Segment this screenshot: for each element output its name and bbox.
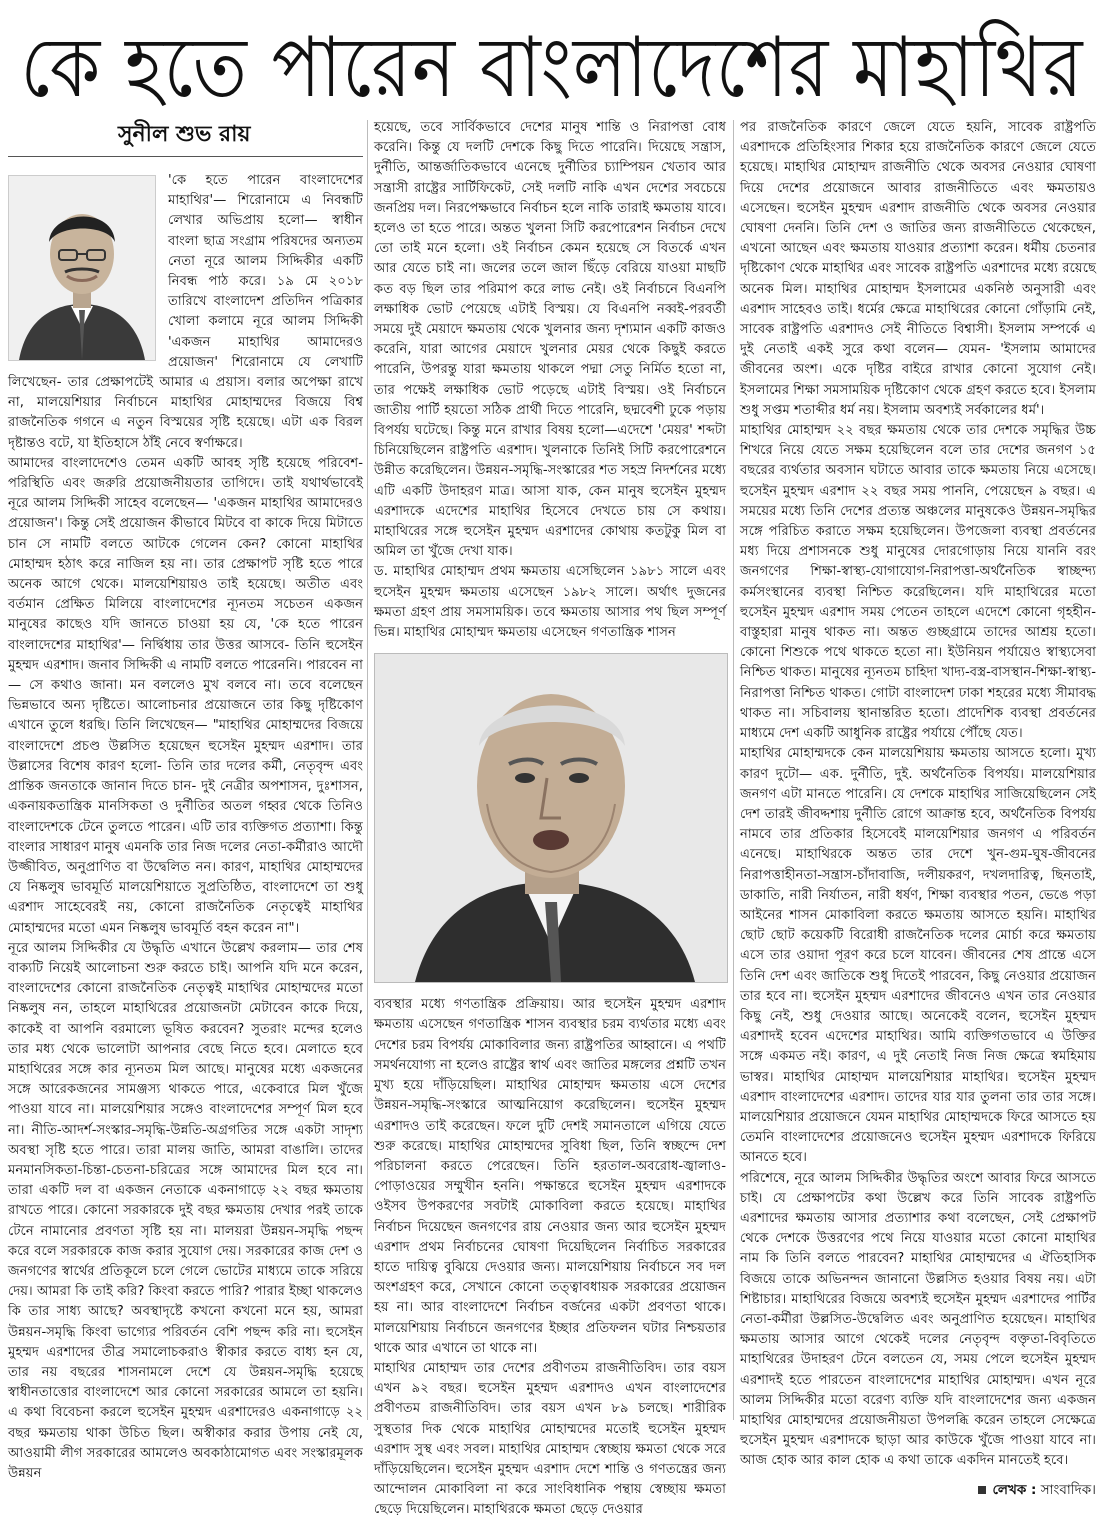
author-photo: [8, 175, 156, 361]
paragraph: পর রাজনৈতিক কারণে জেলে যেতে হয়নি, সাবেক রাষ্ট্রপতি এরশাদকে প্রতিহিংসার শিকার হয়ে রাজনৈতিক কারণে জেলে যেতে হয়েছে। মাহাথির মোহাম্মদ রাজনীতি থেকে অবসর নেওয়ার ঘোষণা দিয়ে দেশের প্রয়োজনে আবার রাজনীতিতে এবং ক্ষমতায়ও এসেছেন। হুসেইন মুহম্মদ এরশাদ রাজনীতি থেকে অবসর নেওয়ার ঘোষণা দেননি। তিনি দেশ ও জাতির জন্য রাজনীতিতে থেকেছেন, এখনো আছেন এবং ক্ষমতায় যাওয়ার প্রত্যাশা করেন। ধর্মীয় চেতনার দৃষ্টিকোণ থেকে মাহাথির এবং সাবেক রাষ্ট্রপতি এরশাদের মধ্যে রয়েছে অনেক মিল। মাহাথির মোহাম্মদ ইসলামের একনিষ্ঠ অনুসারী এবং এরশাদ সাহেবও তাই। ধর্মের ক্ষেত্রে মাহাথিরের কোনো গোঁড়ামি নেই, সাবেক রাষ্ট্রপতি এরশাদও সেই নীতিতে বিশ্বাসী। ইসলাম সম্পর্কে এ দুই নেতাই একই সুরে কথা বলেন— যেমন- 'ইসলাম আমাদের জীবনের অংশ। একে দৃষ্টির বাইরে রাখার কোনো সুযোগ নেই। ইসলামের শিক্ষা সমসাময়িক দৃষ্টিকোণ থেকে গ্রহণ করতে হবে। ইসলাম শুধু সপ্তম শতাব্দীর ধর্ম নয়। ইসলাম অবশ্যই সর্বকালের ধর্ম'।: [740, 120, 1097, 418]
author-credit: [740, 1480, 1096, 1500]
paragraph: নূরে আলম সিদ্দিকীর যে উদ্ধৃতি এখানে উল্লেখ করলাম— তার শেষ বাক্যটি নিয়েই আলোচনা শুরু করতে চাই। আপনি যদি মনে করেন, বাংলাদেশের কোনো রাজনৈতিক নেতৃত্বই মাহাথির মোহাম্মদের মতো নিষ্কলুষ নন, তাহলে মাহাথিরের প্রয়োজনটা মেটাবেন কাকে দিয়ে, কাকেই বা আপনি বরমাল্যে ভূষিত করবেন? সুতরাং মন্দের হলেও তার মধ্য থেকে ভালোটা আপনার বেছে নিতে হবে। মেলাতে হবে মাহাথিরের সঙ্গে কার ন্যূনতম মিল আছে। মানুষের মধ্যে একজনের সঙ্গে আরেকজনের সামঞ্জস্য থাকতে পারে, একেবারে মিল খুঁজে পাওয়া যাবে না। মালয়েশিয়ার সঙ্গেও বাংলাদেশের সম্পূর্ণ মিল হবে না। নীতি-আদর্শ-সংস্কার-সমৃদ্ধি-উন্নতি-অগ্রগতির সঙ্গে একটা সাদৃশ্য অবস্থা সৃষ্টি হতে পারে। তারা মালয় জাতি, আমরা বাঙালি। তাদের মনমানসিকতা-চিন্তা-চেতনা-চরিত্রের সঙ্গে আমাদের মিল হবে না। তারা একটি দল বা একজন নেতাকে একনাগাড়ে ২২ বছর ক্ষমতায় রাখতে পারে। কোনো সরকারকে দুই বছর ক্ষমতায় দেখার পরই তাকে টেনে নামানোর প্রবণতা সৃষ্টি হয় না। মালয়রা উন্নয়ন-সমৃদ্ধি পছন্দ করে বলে সরকারকে কাজ করার সুযোগ দেয়। সরকারের কাজ দেশ ও জনগণের স্বার্থের প্রতিকূলে চলে গেলে ভোটের মাধ্যমে তাকে সরিয়ে দেয়। আমরা কি তাই করি? কিংবা করতে পারি? পারার ইচ্ছা থাকলেও কি তার সাধ্য আছে? অবস্থাদৃষ্টে কখনো কখনো মনে হয়, আমরা উন্নয়ন-সমৃদ্ধি কিংবা ভাগ্যের পরিবর্তন বেশি পছন্দ করি না। হুসেইন মুহম্মদ এরশাদের তীব্র সমালোচকরাও স্বীকার করতে বাধ্য হন যে, তার নয় বছরের শাসনামলে দেশে যে উন্নয়ন-সমৃদ্ধি হয়েছে স্বাধীনতাত্তোর বাংলাদেশে আর কোনো সরকারের আমলে তা হয়নি। এ কথা বিবেচনা করলে হুসেইন মুহম্মদ এরশাদেরও একনাগাড়ে ২২ বছর ক্ষমতায় থাকা উচিত ছিল। অস্বীকার করার উপায় নেই যে, আওয়ামী লীগ সরকারের আমলেও অবকাঠামোগত এবং সংস্কারমূলক উন্নয়ন: [8, 940, 363, 1481]
paragraph: ড. মাহাথির মোহাম্মদ প্রথম ক্ষমতায় এসেছিলেন ১৯৮১ সালে এবং হুসেইন মুহম্মদ ক্ষমতায় এসেছেন ১৯৮২ সালে। অর্থাৎ দুজনের ক্ষমতা গ্রহণ প্রায় সমসাময়িক। তবে ক্ষমতায় আসার পথ ছিল সম্পূর্ণ ভিন্ন। মাহাথির মোহাম্মদ ক্ষমতায় এসেছেন গণতান্ত্রিক শাসন: [374, 564, 726, 641]
credit-label: লেখক :: [992, 1481, 1037, 1498]
column-rule: [367, 120, 368, 1420]
man-portrait-icon: [9, 176, 155, 360]
byline-rule: [8, 156, 363, 157]
paragraph: আমাদের বাংলাদেশেও তেমন একটি আবহ সৃষ্টি হয়েছে পরিবেশ-পরিস্থিতি এবং জরুরি প্রয়োজনীয়তার তাগিদে। তাই যথার্থভাবেই নূরে আলম সিদ্দিকী সাহেব বলেছেন— 'একজন মাহাথির আমাদেরও প্রয়োজন'। কিন্তু সেই প্রয়োজন কীভাবে মিটবে বা কাকে দিয়ে মিটাতে চান সে নামটি বলতে আটকে গেলেন কেন? কোনো মাহাথির মোহাম্মদ হঠাৎ করে নাজিল হয় না। তার প্রেক্ষাপট সৃষ্টি হতে পারে অনেক আগে থেকে। মালয়েশিয়ায়ও তাই হয়েছে। অতীত এবং বর্তমান প্রেক্ষিত মিলিয়ে বাংলাদেশের ন্যূনতম সচেতন একজন মানুষের কাছেও যদি জানতে চাওয়া হয় যে, 'কে হতে পারেন বাংলাদেশের মাহাথির'— নির্দ্বিধায় তার উত্তর আসবে- তিনি হুসেইন মুহম্মদ এরশাদ। জনাব সিদ্দিকী এ নামটি বলতে পারেননি। পারবেন না— সে কথাও জানা। মন বললেও মুখ বলবে না। তবে বলেছেন ভিন্নভাবে অন্য দৃষ্টিতে। আলোচনার প্রয়োজনে তার কিছু দৃষ্টিকোণ এখানে তুলে ধরছি। তিনি লিখেছেন— "মাহাথির মোহাম্মদের বিজয়ে বাংলাদেশে প্রচণ্ড উল্লসিত হয়েছেন হুসেইন মুহম্মদ এরশাদ। তার উল্লাসের বিশেষ কারণ হলো- তিনি তার দলের কর্মী, নেতৃবৃন্দ এবং প্রান্তিক জনতাকে জানান দিতে চান- দুই নেত্রীর অপশাসন, দুঃশাসন, একনায়কতান্ত্রিক মানসিকতা ও দুর্নীতির অতল গহ্বর থেকে তিনিও বাংলাদেশকে টেনে তুলতে পারেন। এটি তার ব্যক্তিগত প্রত্যাশা। কিন্তু বাংলার সাধারণ মানুষ এমনকি তার নিজ দলের নেতা-কর্মীরাও আদৌ উজ্জীবিত, অনুপ্রাণিত বা উদ্বেলিত নন। কারণ, মাহাথির মোহাম্মদের যে নিষ্কলুষ ভাবমূর্তি মালয়েশিয়াতে সুপ্রতিষ্ঠিত, বাংলাদেশে তা শুধু এরশাদ সাহেবেরই নয়, কোনো রাজনৈতিক নেতৃত্বেই মাহাথির মোহাম্মদের মতো এমন নিষ্কলুষ ভাবমূর্তি বহন করেন না"।: [8, 455, 363, 936]
paragraph: 'কে হতে পারেন বাংলাদেশের মাহাথির'— শিরোনামে এ নিবন্ধটি লেখার অভিপ্রায় হলো— স্বাধীন বাংলা ছাত্র সংগ্রাম পরিষদের অন্যতম নেতা নূরে আলম সিদ্দিকীর একটি নিবন্ধ পাঠ করে। ১৯ মে ২০১৮ তারিখে বাংলাদেশ প্রতিদিন পত্রিকার খোলা কলামে নূরে আলম সিদ্দিকী 'একজন মাহাথির আমাদেরও প্রয়োজন' শিরোনামে যে লেখাটি লিখেছেন- তার প্রেক্ষাপটেই আমার এ প্রয়াস। বলার অপেক্ষা রাখে না, মালয়েশিয়ার নির্বাচনে মাহাথির মোহাম্মদের বিজয়ে বিশ্ব রাজনৈতিক গগনে এ নতুন বিস্ময়ের সৃষ্টি হয়েছে। এটা এক বিরল দৃষ্টান্তও বটে, যা ইতিহাসে ঠাঁই নেবে স্বর্ণাক্ষরে।: [8, 173, 363, 451]
mahathir-portrait-icon: [375, 654, 727, 982]
paragraph: মাহাথির মোহাম্মদ তার দেশের প্রবীণতম রাজনীতিবিদ। তার বয়স এখন ৯২ বছর। হুসেইন মুহম্মদ এরশাদও এখন বাংলাদেশের প্রবীণতম রাজনীতিবিদ। তার বয়স এখন ৮৯ চলছে। শারীরিক সুস্থতার দিক থেকে মাহাথির মোহাম্মদের মতোই হুসেইন মুহম্মদ এরশাদ সুস্থ এবং সবল। মাহাথির মোহাম্মদ স্বেচ্ছায় ক্ষমতা থেকে সরে দাঁড়িয়েছিলেন। হুসেইন মুহম্মদ এরশাদ দেশে শান্তি ও গণতন্ত্রের জন্য আন্দোলন মোকাবিলা না করে সাংবিধানিক পন্থায় স্বেচ্ছায় ক্ষমতা ছেড়ে দিয়েছিলেন। মাহাথিরকে ক্ষমতা ছেড়ে দেওয়ার: [374, 1360, 726, 1518]
credit-value: সাংবাদিক।: [1040, 1481, 1096, 1498]
paragraph: ব্যবস্থার মধ্যে গণতান্ত্রিক প্রক্রিয়ায়। আর হুসেইন মুহম্মদ এরশাদ ক্ষমতায় এসেছেন গণতান্ত্রিক শাসন ব্যবস্থার চরম ব্যর্থতার মধ্যে এবং দেশের চরম বিপর্যয় মোকাবিলার জন্য রাষ্ট্রপতির আহ্বানে। এ পথটি সমর্থনযোগ্য না হলেও রাষ্ট্রের স্বার্থ এবং জাতির মঙ্গলের প্রশ্নটি তখন মুখ্য হয়ে দাঁড়িয়েছিল। মাহাথির মোহাম্মদ ক্ষমতায় এসে দেশের উন্নয়ন-সমৃদ্ধি-সংস্কারে আত্মনিয়োগ করেছিলেন। হুসেইন মুহম্মদ এরশাদও তাই করেছেন। ফলে দুটি দেশই সমানতালে এগিয়ে যেতে শুরু করেছে। মাহাথির মোহাম্মদের সুবিধা ছিল, তিনি স্বচ্ছন্দে দেশ পরিচালনা করতে পেরেছেন। তিনি হরতাল-অবরোধ-জ্বালাও-পোড়াওয়ের সম্মুখীন হননি। পক্ষান্তরে হুসেইন মুহম্মদ এরশাদকে ওইসব উপকরণের সবটাই মোকাবিলা করতে হয়েছে। মাহাথির নির্বাচন দিয়েছেন জনগণের রায় নেওয়ার জন্য আর হুসেইন মুহম্মদ এরশাদ প্রথম নির্বাচনের ঘোষণা দিয়েছিলেন নির্বাচিত সরকারের হাতে দায়িত্ব বুঝিয়ে দেওয়ার জন্য। মালয়েশিয়ায় নির্বাচনে সব দল অংশগ্রহণ করে, সেখানে কোনো তত্ত্বাবধায়ক সরকারের প্রয়োজন হয় না। আর বাংলাদেশে নির্বাচন বর্জনের একটা প্রবণতা থাকে। মালয়েশিয়ায় নির্বাচনে জনগণের ইচ্ছার প্রতিফলন ঘটার নিশ্চয়তার থাকে আর এখানে তা থাকে না।: [374, 997, 726, 1356]
article-column-3: [740, 118, 1097, 1498]
column-rule: [733, 120, 734, 1420]
headline: কে হতে পারেন বাংলাদেশের মাহাথির: [20, 18, 1084, 116]
byline: সুনীল শুভ রায়: [118, 121, 251, 147]
paragraph: হয়েছে, তবে সার্বিকভাবে দেশের মানুষ শান্তি ও নিরাপত্তা বোধ করেনি। কিন্তু যে দলটি দেশকে কিছু দিতে পারেনি। দিয়েছে সন্ত্রাস, দুর্নীতি, আন্তর্জাতিকভাবে এনেছে দুর্নীতির চ্যাম্পিয়ন খেতাব আর সন্ত্রাসী রাষ্ট্রের সার্টিফিকেট, সেই দলটি নাকি এখন দেশের সবচেয়ে জনপ্রিয় দল। নিরপেক্ষভাবে নির্বাচন হলে নাকি তারাই ক্ষমতায় যাবে। হলেও তা হতে পারে। অন্তত খুলনা সিটি করপোরেশন নির্বাচন দেখে তো তাই মনে হলো। ওই নির্বাচন কেমন হয়েছে সে বিতর্কে এখন আর যেতে চাই না। জলের তলে জাল ছিঁড়ে বেরিয়ে যাওয়া মাছটি কত বড় ছিল তার পরিমাপ করে লাভ নেই। ওই নির্বাচনে বিএনপি লক্ষাধিক ভোট পেয়েছে এটাই বিস্ময়। যে বিএনপি নব্বই-পরবর্তী সময়ে দুই মেয়াদে ক্ষমতায় থেকে খুলনার জন্য দৃশ্যমান একটি কাজও করেনি, যারা আগের মেয়াদে খুলনার মেয়র থেকে কিছুই করতে পারেনি, উপরন্তু যারা ক্ষমতায় থাকলে পদ্মা সেতু নির্মিত হতো না, তার পক্ষেই লক্ষাধিক ভোট পড়েছে এটাই বিস্ময়। ওই নির্বাচনে জাতীয় পার্টি হয়তো সঠিক প্রার্থী দিতে পারেনি, ছদ্মবেশী ঢুকে পড়ায় বিপর্যয় ঘটেছে। কিন্তু মনে রাখার বিষয় হলো—এদেশে 'মেয়র' শব্দটা চিনিয়েছিলেন রাষ্ট্রপতি এরশাদ। খুলনাকে তিনিই সিটি করপোরেশনে উন্নীত করেছিলেন। উন্নয়ন-সমৃদ্ধি-সংস্কারের শত সহস্র নিদর্শনের মধ্যে এটি একটি উদাহরণ মাত্র। আসা যাক, কেন মানুষ হুসেইন মুহম্মদ এরশাদকে এদেশের মাহাথির হিসেবে দেখতে চায় সে কথায়। মাহাথিরের সঙ্গে হুসেইন মুহম্মদ এরশাদের কোথায় কতটুকু মিল বা অমিল তা খুঁজে দেখা যাক।: [374, 120, 726, 560]
article-column-1: [8, 118, 363, 1481]
article-column-2: [374, 118, 726, 1518]
paragraph: মাহাথির মোহাম্মদকে কেন মালয়েশিয়ায় ক্ষমতায় আসতে হলো। মুখ্য কারণ দুটো— এক. দুর্নীতি, দুই. অর্থনৈতিক বিপর্যয়। মালয়েশিয়ার জনগণ এটা মানতে পারেনি। যে দেশকে মাহাথির সাজিয়েছিলেন সেই দেশ তারই জীবদ্দশায় দুর্নীতি রোগে আক্রান্ত হবে, অর্থনৈতিক বিপর্যয় নামবে তার প্রতিকার হিসেবেই মালয়েশিয়ার জনগণ এ পরিবর্তন এনেছে। মাহাথিরকে অন্তত তার দেশে খুন-গুম-ঘুষ-জীবনের নিরাপত্তাহীনতা-সন্ত্রাস-চাঁদাবাজি, দলীয়করণ, দখলদারিত্ব, ছিনতাই, ডাকাতি, নারী নির্যাতন, নারী ধর্ষণ, শিক্ষা ব্যবস্থার পতন, ভেঙে পড়া আইনের শাসন মোকাবিলা করতে ক্ষমতায় আসতে হয়নি। মাহাথির ছোট ছোট কয়েকটি বিরোধী রাজনৈতিক দলের মোর্চা করে ক্ষমতায় এসে তার ওয়াদা পূরণ করে চলে যাবেন। জীবনের শেষ প্রান্তে এসে তিনি দেশ এবং জাতিকে শুধু দিতেই পারবেন, কিছু নেওয়ার প্রয়োজন তার হবে না। হুসেইন মুহম্মদ এরশাদের জীবনেও এখন তার নেওয়ার কিছু নেই, শুধু দেওয়ার আছে। অনেকেই বলেন, হুসেইন মুহম্মদ এরশাদই হবেন এদেশের মাহাথির। আমি ব্যক্তিগতভাবে এ উক্তির সঙ্গে একমত নই। কারণ, এ দুই নেতাই নিজ নিজ ক্ষেত্রে স্বমহিমায় ভাস্বর। মাহাথির মোহাম্মদ মালয়েশিয়ার মাহাথির। হুসেইন মুহম্মদ এরশাদ বাংলাদেশের এরশাদ। তাদের যার যার তুলনা তার তার সঙ্গে। মালয়েশিয়ার প্রয়োজনে যেমন মাহাথির মোহাম্মদকে ফিরে আসতে হয় তেমনি বাংলাদেশের প্রয়োজনেও হুসেইন মুহম্মদ এরশাদকে ফিরিয়ে আনতে হবে।: [740, 746, 1096, 1166]
paragraph: পরিশেষে, নূরে আলম সিদ্দিকীর উদ্ধৃতির অংশে আবার ফিরে আসতে চাই। যে প্রেক্ষাপটের কথা উল্লেখ করে তিনি সাবেক রাষ্ট্রপতি এরশাদের ক্ষমতায় আসার প্রত্যাশার কথা বলেছেন, সেই প্রেক্ষাপট থেকে দেশকে উত্তরণের পথে নিয়ে যাওয়ার মতো কোনো মাহাথির নাম কি তিনি বলতে পারবেন? মাহাথির মোহাম্মদের এ ঐতিহাসিক বিজয়ে তাকে অভিনন্দন জানানো উল্লসিত হওয়ার বিষয় নয়। এটা শিষ্টাচার। মাহাথিরের বিজয়ে অবশ্যই হুসেইন মুহম্মদ এরশাদের পার্টির নেতা-কর্মীরা উল্লসিত-উদ্বেলিত এবং অনুপ্রাণিত হয়েছেন। মাহাথির ক্ষমতায় আসার আগে থেকেই দলের নেতৃবৃন্দ বক্তৃতা-বিবৃতিতে মাহাথিরের উদাহরণ টেনে বলতেন যে, সময় পেলে হুসেইন মুহম্মদ এরশাদই হতে পারতেন বাংলাদেশের মাহাথির মোহাম্মদ। এখন নূরে আলম সিদ্দিকীর মতো বরেণ্য ব্যক্তি যদি বাংলাদেশের জন্য একজন মাহাথির মোহাম্মদের প্রয়োজনীয়তা উপলব্ধি করেন তাহলে সেক্ষেত্রে হুসেইন মুহম্মদ এরশাদকে ছাড়া আর কাউকে খুঁজে পাওয়া যাবে না। আজ হোক আর কাল হোক এ কথা তাকে একদিন মানতেই হবে।: [740, 1170, 1096, 1469]
square-bullet-icon: [978, 1486, 986, 1494]
mahathir-photo: [374, 653, 728, 983]
paragraph: মাহাথির মোহাম্মদ ২২ বছর ক্ষমতায় থেকে তার দেশকে সমৃদ্ধির উচ্চ শিখরে নিয়ে যেতে সক্ষম হয়েছিলেন বলে তার দেশের জনগণ ১৫ বছরের ব্যর্থতার অবসান ঘটাতে আবার তাকে ক্ষমতায় নিয়ে এসেছে। হুসেইন মুহম্মদ এরশাদ ২২ বছর সময় পাননি, পেয়েছেন ৯ বছর। এ সময়ের মধ্যে তিনি দেশের প্রত্যন্ত অঞ্চলের মানুষকেও উন্নয়ন-সমৃদ্ধির সঙ্গে পরিচিত করাতে সক্ষম হয়েছিলেন। উপজেলা ব্যবস্থা প্রবর্তনের মধ্য দিয়ে প্রশাসনকে শুধু মানুষের দোরগোড়ায় নিয়ে যাননি বরং জনগণের শিক্ষা-স্বাস্থ্য-যোগাযোগ-নিরাপত্তা-অর্থনৈতিক স্বাচ্ছন্দ্য কর্মসংস্থানের ব্যবস্থা নিশ্চিত করেছিলেন। যদি মাহাথিরের মতো হুসেইন মুহম্মদ এরশাদ সময় পেতেন তাহলে এদেশে কোনো গৃহহীন-বাস্তুহারা মানুষ থাকত না। অন্তত গুচ্ছগ্রামে তাদের আশ্রয় হতো। কোনো শিশুকে পথে থাকতে হতো না। ইউনিয়ন পর্যায়েও স্বাস্থ্যসেবা নিশ্চিত থাকত। মানুষের ন্যূনতম চাহিদা খাদ্য-বস্ত্র-বাসস্থান-শিক্ষা-স্বাস্থ্য-নিরাপত্তা নিশ্চিত থাকত। গোটা বাংলাদেশ ঢাকা শহরের মধ্যে সীমাবদ্ধ থাকত না। সচিবালয় স্থানান্তরিত হতো। প্রাদেশিক ব্যবস্থা প্রবর্তনের মাধ্যমে দেশ একটি আধুনিক রাষ্ট্রের পর্যায়ে পৌঁছে যেত।: [740, 423, 1096, 742]
